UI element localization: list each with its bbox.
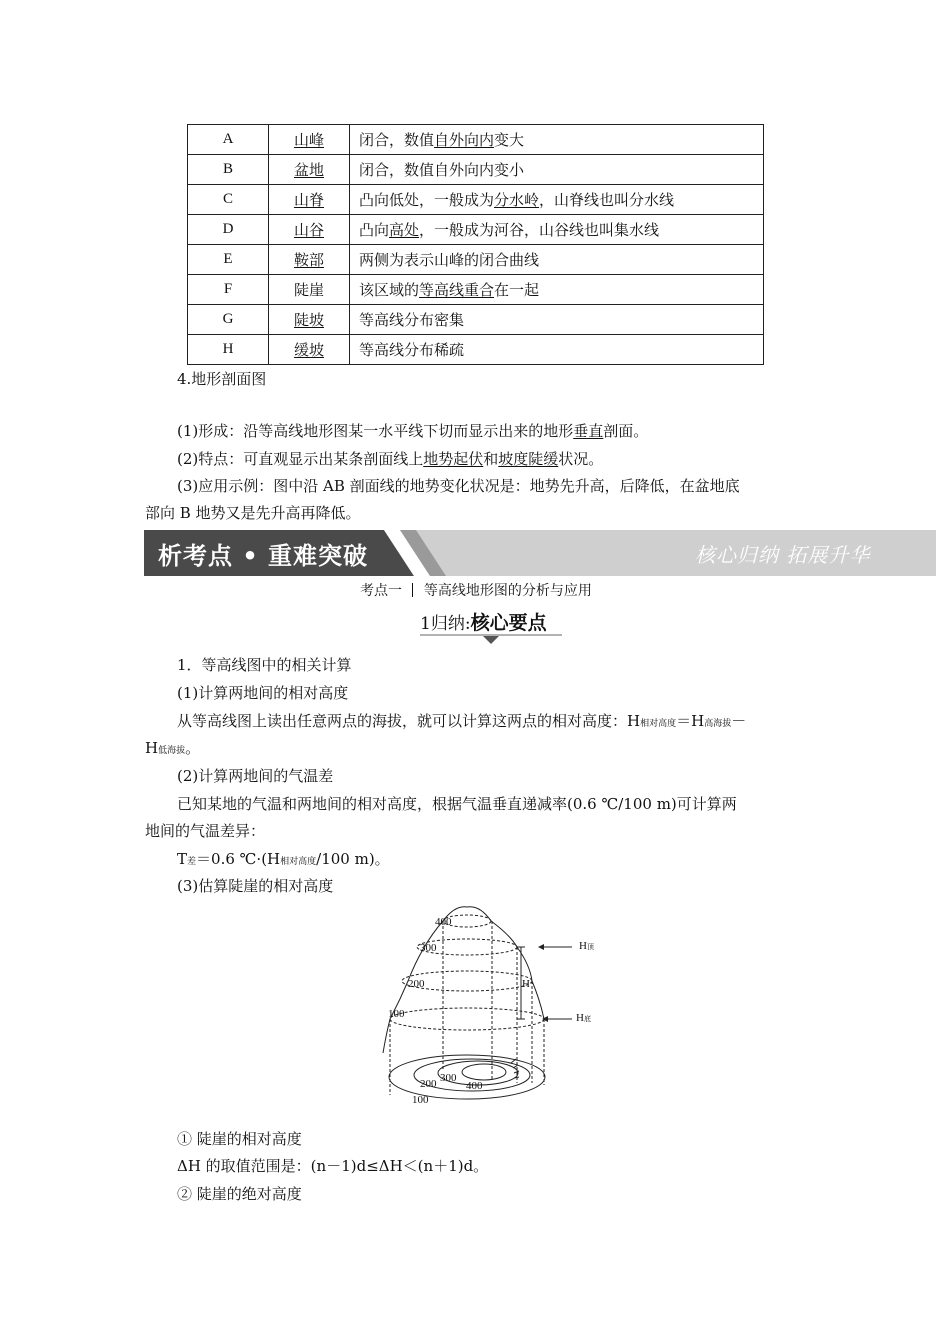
row-desc-seg-2: 在一起 — [494, 281, 540, 299]
body-s1: (1)计算两地间的相对高度 — [177, 684, 349, 702]
body-s2-line2: 地间的气温差异： — [145, 822, 266, 840]
p1-seg-2: 剖面。 — [603, 422, 649, 440]
p2-seg-4: 状况。 — [558, 450, 604, 468]
row-description — [350, 215, 764, 245]
elev-label-200: 200 — [408, 978, 425, 990]
p2-seg-3: 坡度陡缓 — [498, 450, 559, 468]
landform-name: 鞍部 — [293, 251, 324, 269]
table-row — [188, 185, 764, 215]
row-description — [350, 125, 764, 155]
kaodian-label: 考点一 — [360, 583, 402, 599]
section4-p2 — [177, 448, 603, 469]
row-code: D — [188, 215, 269, 245]
s1-text: 从等高线图上读出任意两点的海拔，就可以计算这两点的相对高度：H — [177, 712, 641, 730]
base-label-100: 100 — [412, 1094, 429, 1106]
guina-bold: 核心要点 — [470, 612, 547, 634]
h-top: H — [579, 940, 587, 952]
table-row — [188, 155, 764, 185]
table-row — [188, 305, 764, 335]
eq1: ＝H — [676, 712, 705, 730]
elev-label-400: 400 — [435, 916, 452, 928]
banner-subtitle: 核心归纳 拓展升华 — [695, 543, 871, 567]
h-bottom-label — [576, 1012, 591, 1024]
row-landform — [269, 275, 350, 305]
landform-name: 陡坡 — [293, 311, 324, 329]
h-top-sub: 顶 — [586, 943, 594, 951]
row-code: F — [188, 275, 269, 305]
table-row — [188, 125, 764, 155]
table-row — [188, 245, 764, 275]
body-h1: 1．等高线图中的相关计算 — [177, 656, 352, 674]
row-code: H — [188, 335, 269, 365]
guina-heading — [420, 608, 547, 635]
row-desc-seg-1: 高处 — [389, 221, 420, 239]
banner-title: 析考点 • 重难突破 — [158, 542, 369, 570]
row-description — [350, 275, 764, 305]
row-landform — [269, 335, 350, 365]
landform-name: 盆地 — [293, 161, 324, 179]
sub-rel2: 相对高度 — [280, 857, 317, 867]
row-desc-seg-2: ，一般成为河谷，山谷线也叫集水线 — [419, 221, 660, 239]
body-t-formula — [177, 848, 390, 869]
sub-diff: 差 — [187, 857, 197, 867]
cliff-figure — [380, 905, 610, 1110]
terrain-table — [187, 124, 764, 365]
guina-underline — [420, 633, 562, 645]
body-s2: (2)计算两地间的气温差 — [177, 767, 334, 785]
body-s1-text — [177, 710, 746, 731]
h-bottom-sub: 底 — [583, 1015, 591, 1023]
elev-label-300: 300 — [420, 942, 437, 954]
row-description — [350, 305, 764, 335]
row-landform — [269, 185, 350, 215]
minus: － — [731, 712, 747, 730]
row-desc-seg-1: 自外向内 — [434, 131, 495, 149]
base-label-300: 300 — [440, 1072, 457, 1084]
row-desc-seg-2: ，山脊线也叫分水线 — [539, 191, 675, 209]
row-desc-seg-2: 变大 — [494, 131, 525, 149]
row-landform — [269, 125, 350, 155]
guina-num: 1 — [420, 614, 431, 634]
row-landform — [269, 305, 350, 335]
h-bottom: H — [576, 1012, 584, 1024]
p2-seg-2: 和 — [483, 450, 499, 468]
body-c1: ① 陡崖的相对高度 — [177, 1130, 302, 1148]
table-row — [188, 335, 764, 365]
row-desc-seg-0: 闭合，数值自外向内变小 — [359, 161, 525, 179]
section4-p3-line2: 部向 B 地势又是先升高再降低。 — [145, 504, 361, 522]
body-c2: ② 陡崖的绝对高度 — [177, 1185, 302, 1203]
h-low: H — [145, 739, 159, 757]
landform-name: 缓坡 — [293, 341, 324, 359]
row-code: B — [188, 155, 269, 185]
body-s2-line1: 已知某地的气温和两地间的相对高度，根据气温垂直递减率(0.6 ℃/100 m)可计算两 — [177, 795, 737, 813]
base-label-400: 400 — [466, 1080, 483, 1092]
row-desc-seg-0: 该区域的 — [359, 281, 420, 299]
landform-name: 陡崖 — [293, 281, 324, 299]
p2-seg-1: 地势起伏 — [423, 450, 484, 468]
row-description — [350, 155, 764, 185]
period: 。 — [185, 739, 201, 757]
elev-label-100: 100 — [388, 1008, 405, 1020]
row-desc-seg-1: 分水岭 — [494, 191, 540, 209]
table-row — [188, 275, 764, 305]
row-code: C — [188, 185, 269, 215]
landform-name: 山峰 — [293, 131, 324, 149]
table-row — [188, 215, 764, 245]
row-landform — [269, 245, 350, 275]
t-mid: ＝0.6 ℃·(H — [196, 850, 281, 868]
landform-name: 山脊 — [293, 191, 324, 209]
body-c1-text: ΔH 的取值范围是：(n－1)d≤ΔH＜(n＋1)d。 — [177, 1157, 489, 1175]
row-desc-seg-0: 等高线分布密集 — [359, 311, 465, 329]
row-code: G — [188, 305, 269, 335]
row-desc-seg-0: 闭合，数值 — [359, 131, 435, 149]
t-pre: T — [177, 850, 188, 868]
row-description — [350, 335, 764, 365]
kaodian-line — [360, 580, 592, 600]
base-label-200: 200 — [420, 1078, 437, 1090]
kaodian-divider — [412, 583, 413, 597]
row-code: A — [188, 125, 269, 155]
row-desc-seg-0: 凸向低处，一般成为 — [359, 191, 495, 209]
h-top-label — [579, 940, 595, 952]
section4-p1 — [177, 420, 648, 441]
kaodian-title: 等高线地形图的分析与应用 — [423, 583, 592, 599]
t-end: /100 m)。 — [316, 850, 390, 868]
row-landform — [269, 155, 350, 185]
sub-low: 低海拔 — [158, 746, 186, 756]
p1-seg-0: (1)形成：沿等高线地形图某一水平线下切而显示出来的地形 — [177, 422, 574, 440]
body-s3: (3)估算陡崖的相对高度 — [177, 877, 334, 895]
row-desc-seg-0: 凸向 — [359, 221, 390, 239]
row-description — [350, 185, 764, 215]
section4-p3-line1: (3)应用示例：图中沿 AB 剖面线的地势变化状况是：地势先升高，后降低，在盆地底 — [177, 477, 740, 495]
row-desc-seg-1: 等高线重合 — [419, 281, 495, 299]
p1-seg-1: 垂直 — [573, 422, 604, 440]
row-code: E — [188, 245, 269, 275]
row-desc-seg-0: 等高线分布稀疏 — [359, 341, 465, 359]
row-landform — [269, 215, 350, 245]
p2-seg-0: (2)特点：可直观显示出某条剖面线上 — [177, 450, 424, 468]
section4-heading: 4.地形剖面图 — [177, 370, 267, 388]
guina-text: 归纳: — [430, 614, 471, 634]
row-description — [350, 245, 764, 275]
sub-rel: 相对高度 — [640, 719, 677, 729]
h-label: H — [522, 978, 530, 990]
sub-high: 高海拔 — [704, 719, 732, 729]
landform-name: 山谷 — [293, 221, 324, 239]
row-desc-seg-0: 两侧为表示山峰的闭合曲线 — [359, 251, 540, 269]
body-s1-text2 — [145, 737, 200, 758]
